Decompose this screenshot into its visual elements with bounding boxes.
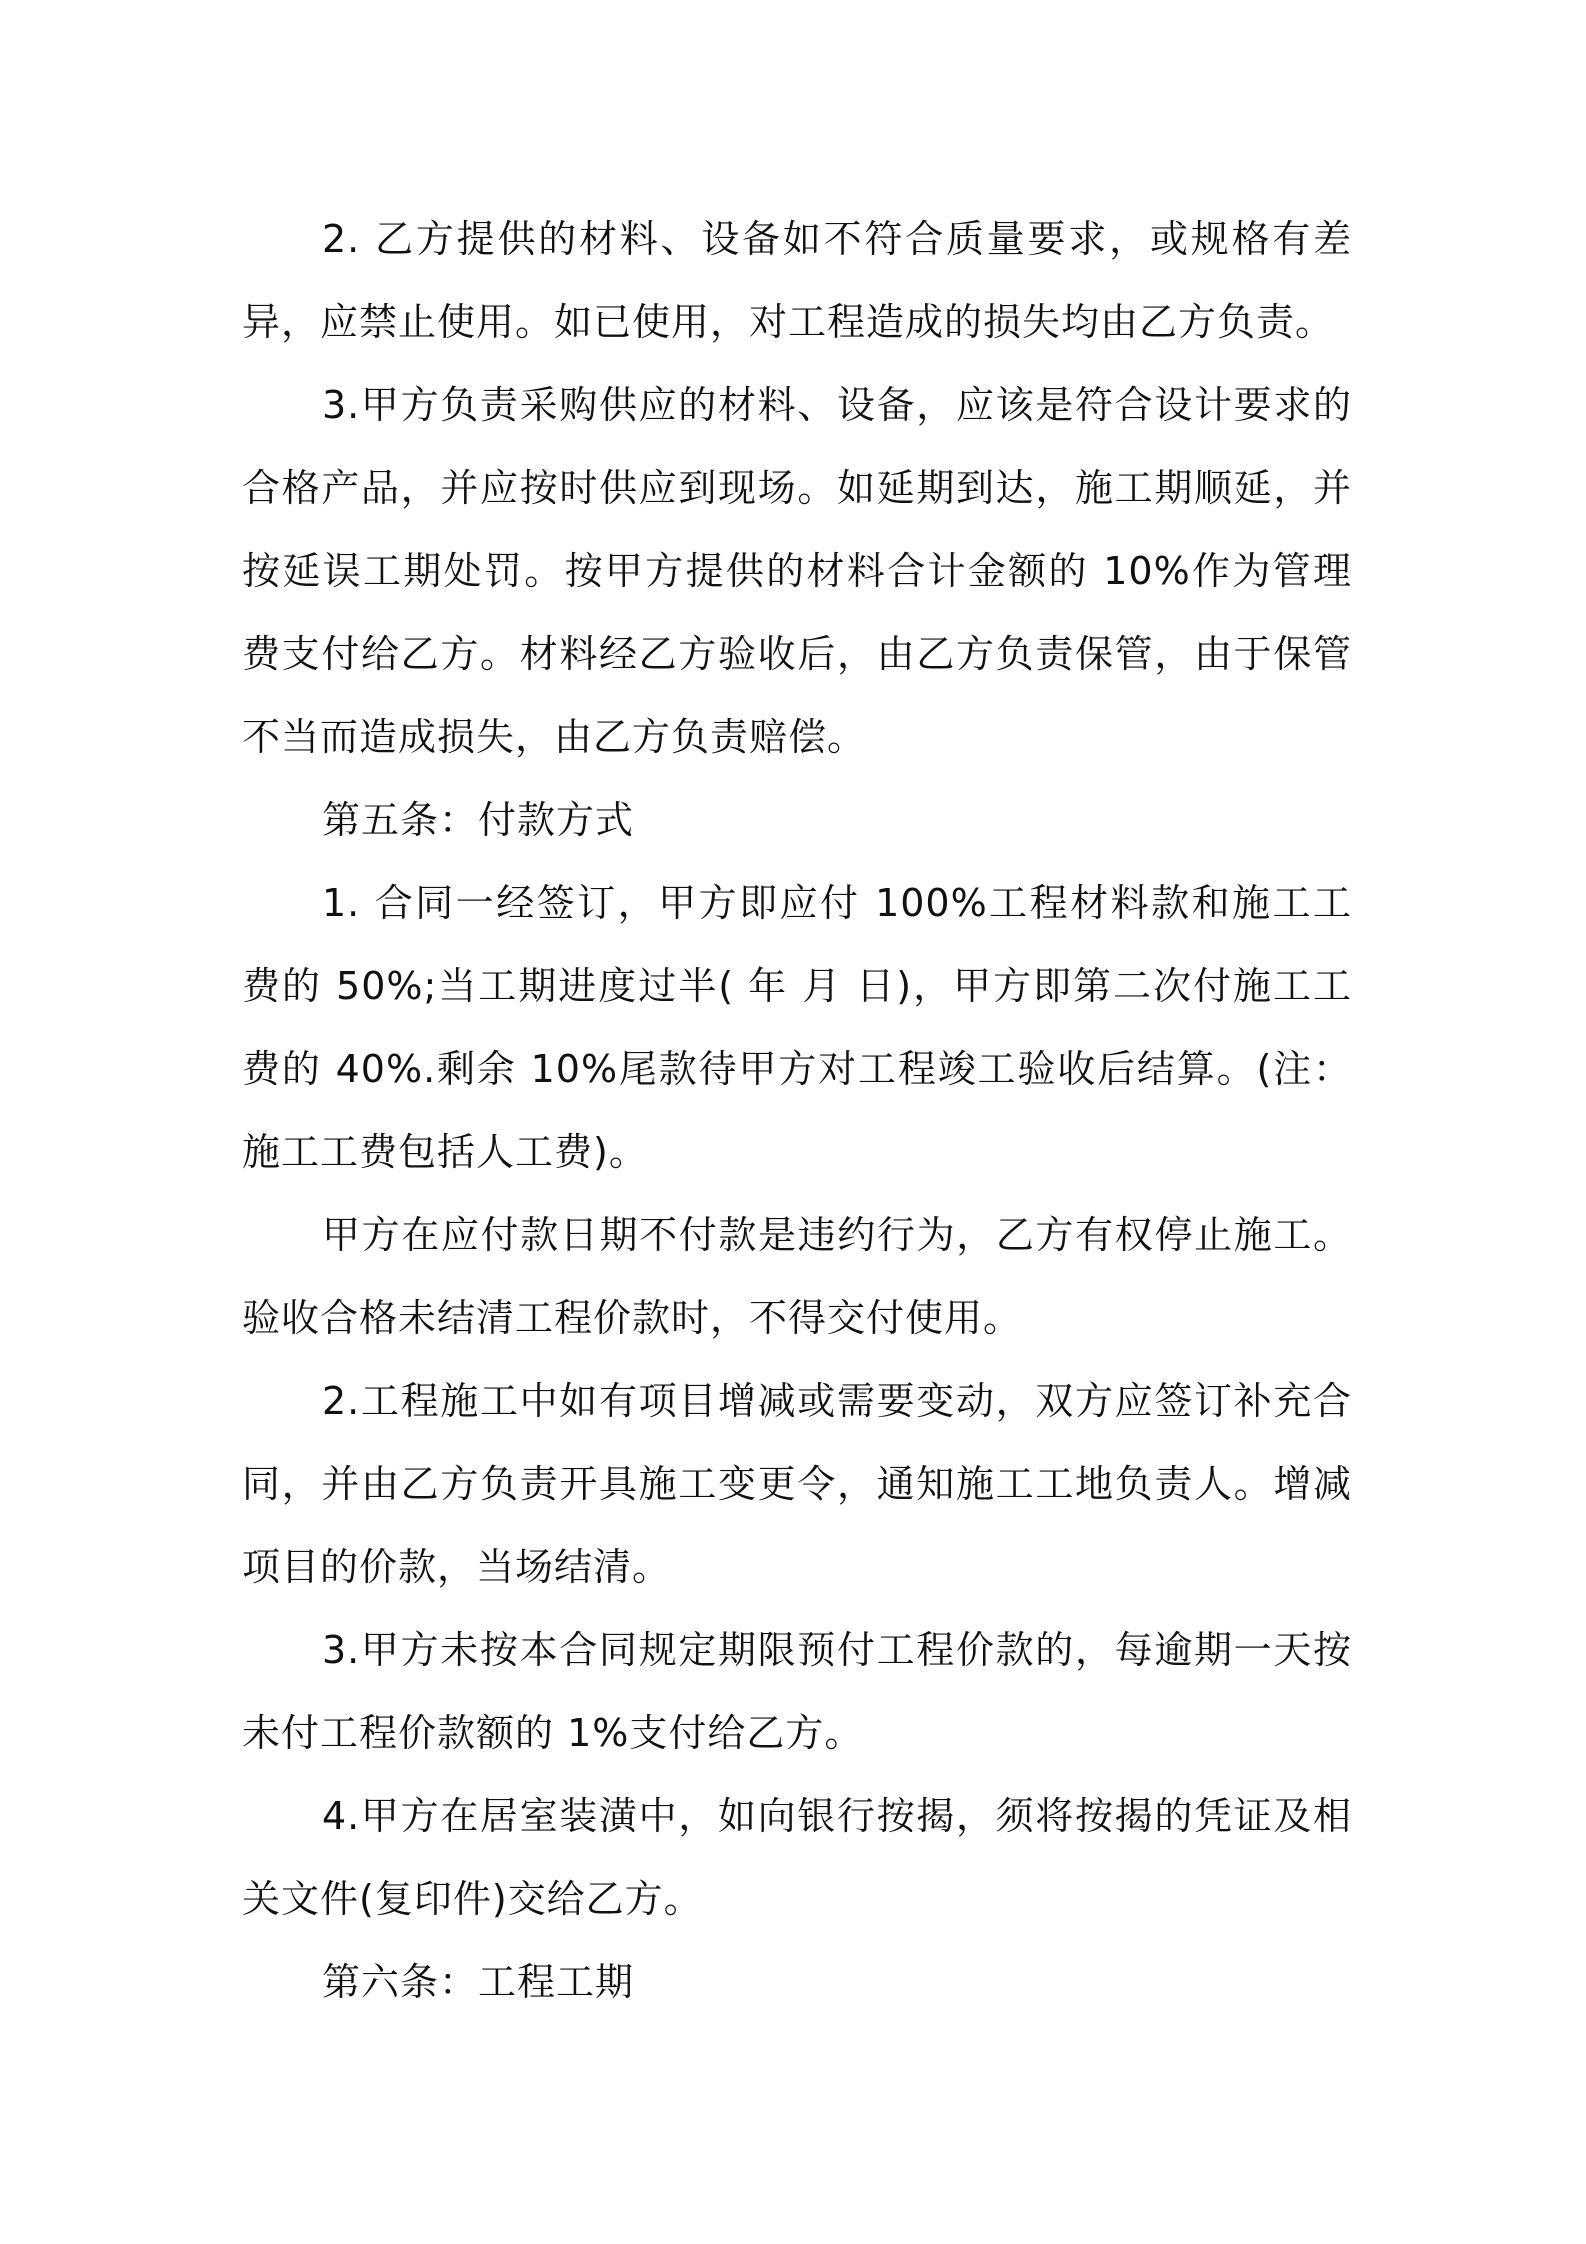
clause-5-heading: 第五条：付款方式: [322, 798, 635, 842]
clause-4-item-3: 3.甲方负责采购供应的材料、设备，应该是符合设计要求的合格产品，并应按时供应到现场。如延期到达，施工期顺延，并按延误工期处罚。按甲方提供的材料合计金额的 10%作为管理费支付给乙方。材料经乙方验收后，由乙方负责保管，由于保管不当而造成损失，由乙方负责赔偿。: [242, 383, 1352, 759]
clause-5-item-1-note: 甲方在应付款日期不付款是违约行为，乙方有权停止施工。验收合格未结清工程价款时，不得交付使用。: [242, 1213, 1352, 1340]
clause-5-item-1: 1. 合同一经签订，甲方即应付 100%工程材料款和施工工费的 50%;当工期进度过半( 年 月 日)，甲方即第二次付施工工费的 40%.剩余 10%尾款待甲方对工程竣工验收后结算。(注：施工工费包括人工费)。: [242, 881, 1352, 1174]
clause-5-item-2: 2.工程施工中如有项目增减或需要变动，双方应签订补充合同，并由乙方负责开具施工变更令，通知施工工地负责人。增减项目的价款，当场结清。: [242, 1379, 1352, 1589]
clause-5-item-3: 3.甲方未按本合同规定期限预付工程价款的，每逾期一天按未付工程价款额的 1%支付给乙方。: [242, 1628, 1352, 1755]
document-page: [242, 198, 1352, 2024]
clause-4-item-2: 2. 乙方提供的材料、设备如不符合质量要求，或规格有差异，应禁止使用。如已使用，对工程造成的损失均由乙方负责。: [242, 217, 1352, 344]
clause-6-heading: 第六条：工程工期: [322, 1960, 635, 2004]
clause-5-item-4: 4.甲方在居室装潢中，如向银行按揭，须将按揭的凭证及相关文件(复印件)交给乙方。: [242, 1794, 1352, 1921]
